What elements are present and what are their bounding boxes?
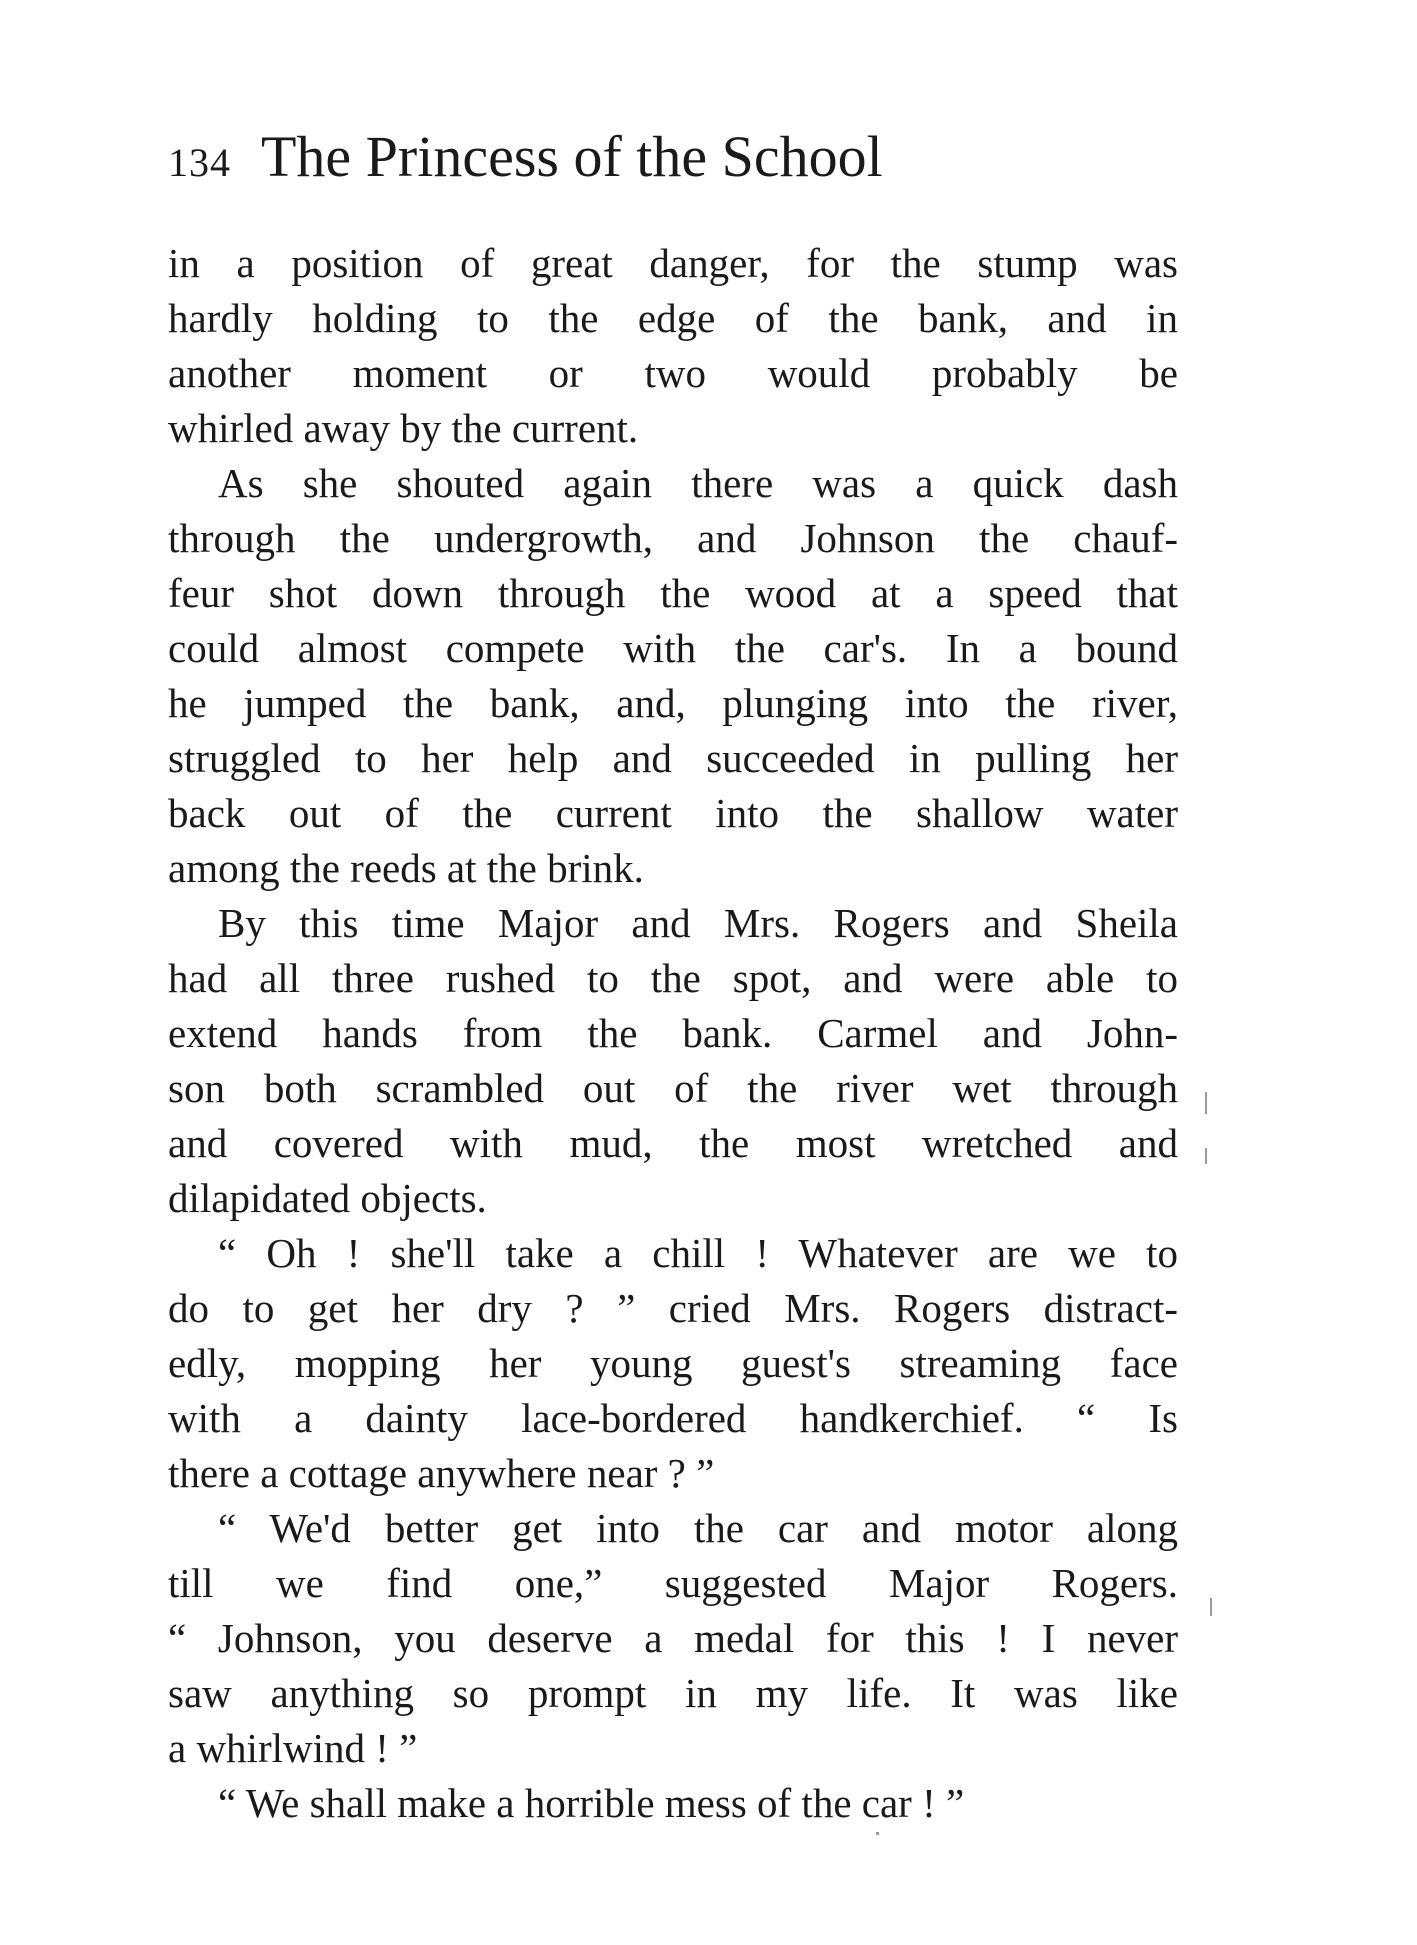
text-line: whirled away by the current. (168, 405, 639, 451)
text-line: and covered with mud, the most wretched and (168, 1120, 1178, 1166)
paragraph-first-line: “ Oh ! she'll take a chill ! Whatever are we to (218, 1230, 1178, 1276)
paragraph-first-line: “ We'd better get into the car and motor along (218, 1505, 1178, 1551)
paragraph-first-line: As she shouted again there was a quick dash (218, 460, 1178, 506)
text-line: son both scrambled out of the river wet through (168, 1065, 1178, 1111)
text-line: hardly holding to the edge of the bank, and in (168, 295, 1178, 341)
text-line: could almost compete with the car's. In a bound (168, 625, 1178, 671)
text-line: among the reeds at the brink. (168, 845, 644, 891)
text-line: extend hands from the bank. Carmel and John- (168, 1010, 1178, 1056)
text-line: feur shot down through the wood at a speed that (168, 570, 1178, 616)
text-line: there a cottage anywhere near ? ” (168, 1450, 715, 1496)
scan-speck (1205, 1148, 1207, 1164)
text-line: edly, mopping her young guest's streaming face (168, 1340, 1178, 1386)
text-line: till we find one,” suggested Major Rogers. (168, 1560, 1178, 1606)
text-line: “ Johnson, you deserve a medal for this ! I never (168, 1615, 1178, 1661)
scan-speck (876, 1832, 879, 1835)
text-line: struggled to her help and succeeded in pulling her (168, 735, 1178, 781)
text-line: dilapidated objects. (168, 1175, 487, 1221)
text-line: in a position of great danger, for the stump was (168, 240, 1178, 286)
text-line: saw anything so prompt in my life. It was like (168, 1670, 1178, 1716)
text-line: had all three rushed to the spot, and were able to (168, 955, 1178, 1001)
scan-speck (1210, 1598, 1212, 1616)
text-line: a whirlwind ! ” (168, 1725, 418, 1771)
text-line: back out of the current into the shallow water (168, 790, 1178, 836)
text-line: another moment or two would probably be (168, 350, 1178, 396)
scan-speck (1205, 1092, 1207, 1114)
paragraph-first-line: “ We shall make a horrible mess of the car ! ” (218, 1780, 965, 1826)
paragraph-first-line: By this time Major and Mrs. Rogers and Sheila (218, 900, 1178, 946)
body-text (168, 236, 1178, 1831)
text-line: through the undergrowth, and Johnson the chauf- (168, 515, 1178, 561)
running-head (168, 124, 883, 189)
running-title: The Princess of the School (261, 124, 883, 189)
text-line: do to get her dry ? ” cried Mrs. Rogers distract- (168, 1285, 1178, 1331)
page-number: 134 (168, 140, 231, 185)
text-line: he jumped the bank, and, plunging into the river, (168, 680, 1178, 726)
text-line: with a dainty lace-bordered handkerchief. “ Is (168, 1395, 1178, 1441)
